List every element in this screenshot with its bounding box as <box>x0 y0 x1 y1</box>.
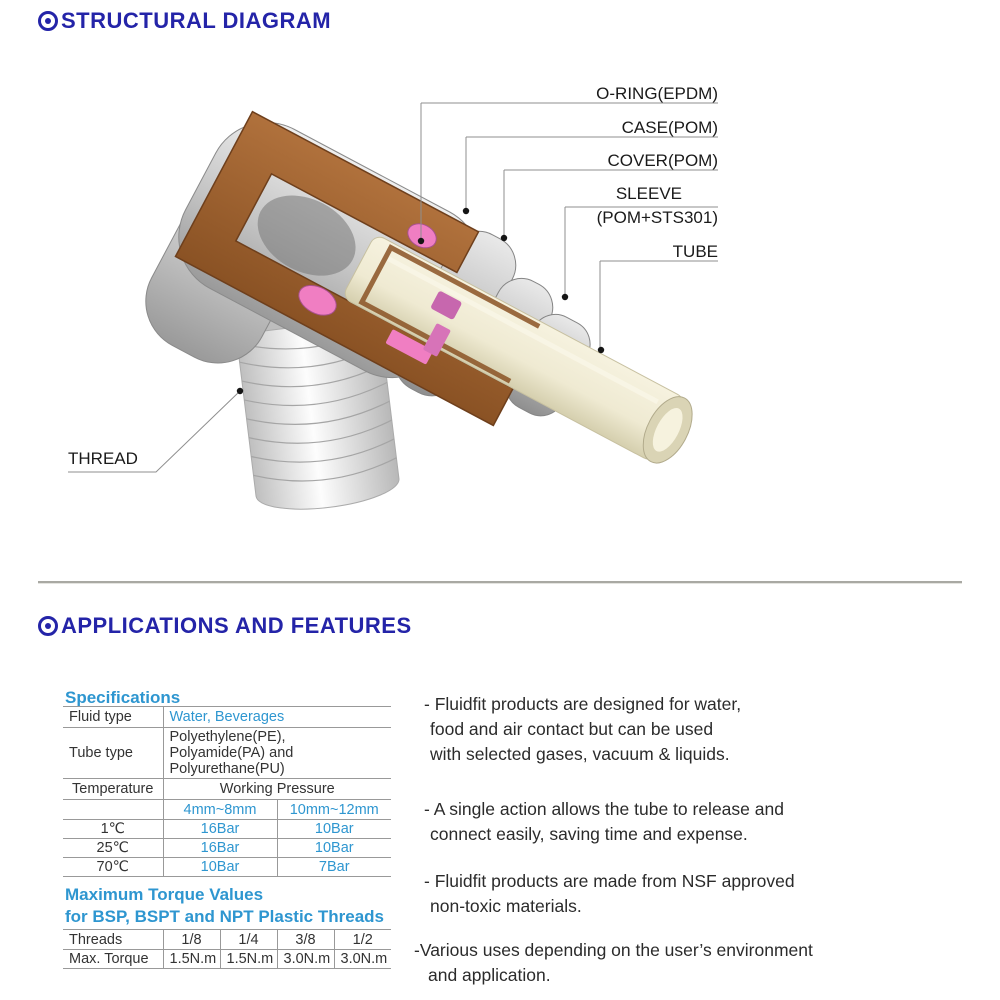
spec-size-col-1: 4mm~8mm <box>163 800 277 820</box>
dot-case <box>463 208 469 214</box>
torque-value-3: 3.0N.m <box>277 950 334 969</box>
bullseye-icon <box>38 11 58 31</box>
feature-item <box>416 869 991 919</box>
dot-oring <box>418 238 424 244</box>
feature-line: non-toxic materials. <box>430 896 582 916</box>
label-sleeve-line1: SLEEVE <box>615 184 682 203</box>
label-thread: THREAD <box>68 449 138 468</box>
dot-sleeve <box>562 294 568 300</box>
torque-heading-line1: Maximum Torque Values <box>65 885 264 904</box>
torque-heading-line2: for BSP, BSPT and NPT Plastic Threads <box>65 907 384 926</box>
spec-temp-3: 70℃ <box>63 858 163 877</box>
torque-table <box>63 929 391 969</box>
torque-value-1: 1.5N.m <box>163 950 220 969</box>
thread-size-2: 1/4 <box>220 930 277 950</box>
thread-size-3: 3/8 <box>277 930 334 950</box>
table-row <box>63 800 391 820</box>
table-row <box>63 707 391 728</box>
spec-tube-value: Polyethylene(PE), Polyamide(PA) and Polyurethane(PU) <box>163 728 391 779</box>
feature-line: -Various uses depending on the user’s environment <box>414 940 813 960</box>
spec-p2-large: 10Bar <box>277 839 391 858</box>
spec-temp-2: 25℃ <box>63 839 163 858</box>
table-row <box>63 728 391 779</box>
section-title-applications <box>38 613 412 639</box>
table-row <box>63 820 391 839</box>
feature-item <box>416 797 991 847</box>
label-sleeve-line2: (POM+STS301) <box>596 208 718 227</box>
spec-tube-label: Tube type <box>63 728 163 779</box>
table-row <box>63 839 391 858</box>
table-row <box>63 930 391 950</box>
section-divider <box>38 581 962 584</box>
leader-tube <box>600 261 718 350</box>
table-row <box>63 858 391 877</box>
label-oring: O-RING(EPDM) <box>596 84 718 103</box>
spec-p3-small: 10Bar <box>163 858 277 877</box>
thread-size-4: 1/2 <box>334 930 391 950</box>
spec-fluid-value: Water, Beverages <box>163 707 391 728</box>
feature-item <box>414 938 989 988</box>
feature-line: - A single action allows the tube to release and <box>424 799 784 819</box>
torque-threads-label: Threads <box>63 930 163 950</box>
spec-table <box>63 706 391 877</box>
spec-p2-small: 16Bar <box>163 839 277 858</box>
spec-p1-small: 16Bar <box>163 820 277 839</box>
section1-title-text: STRUCTURAL DIAGRAM <box>61 8 332 33</box>
torque-max-label: Max. Torque <box>63 950 163 969</box>
spec-temp-1: 1℃ <box>63 820 163 839</box>
label-tube: TUBE <box>672 242 718 261</box>
feature-line: connect easily, saving time and expense. <box>430 824 748 844</box>
spec-empty-cell <box>63 800 163 820</box>
dot-tube <box>598 347 604 353</box>
bullseye-icon <box>38 616 58 636</box>
label-case: CASE(POM) <box>621 118 718 137</box>
section2-title-text: APPLICATIONS AND FEATURES <box>61 613 412 638</box>
feature-line: - Fluidfit products are made from NSF approved <box>424 871 795 891</box>
feature-item <box>416 692 991 767</box>
feature-line: - Fluidfit products are designed for water, <box>424 694 742 714</box>
table-row <box>63 779 391 800</box>
fitting-body <box>126 102 727 579</box>
dot-cover <box>501 235 507 241</box>
spec-fluid-label: Fluid type <box>63 707 163 728</box>
label-cover: COVER(POM) <box>607 151 718 170</box>
feature-line: and application. <box>428 965 551 985</box>
feature-line: with selected gases, vacuum & liquids. <box>430 744 730 764</box>
dot-thread <box>237 388 243 394</box>
spec-temp-label: Temperature <box>63 779 163 800</box>
spec-size-col-2: 10mm~12mm <box>277 800 391 820</box>
feature-line: food and air contact but can be used <box>430 719 714 739</box>
spec-heading: Specifications <box>65 688 181 707</box>
torque-value-4: 3.0N.m <box>334 950 391 969</box>
spec-p1-large: 10Bar <box>277 820 391 839</box>
table-row <box>63 950 391 969</box>
torque-value-2: 1.5N.m <box>220 950 277 969</box>
section-title-structural <box>38 8 331 34</box>
spec-wp-label: Working Pressure <box>163 779 391 800</box>
spec-p3-large: 7Bar <box>277 858 391 877</box>
thread-size-1: 1/8 <box>163 930 220 950</box>
